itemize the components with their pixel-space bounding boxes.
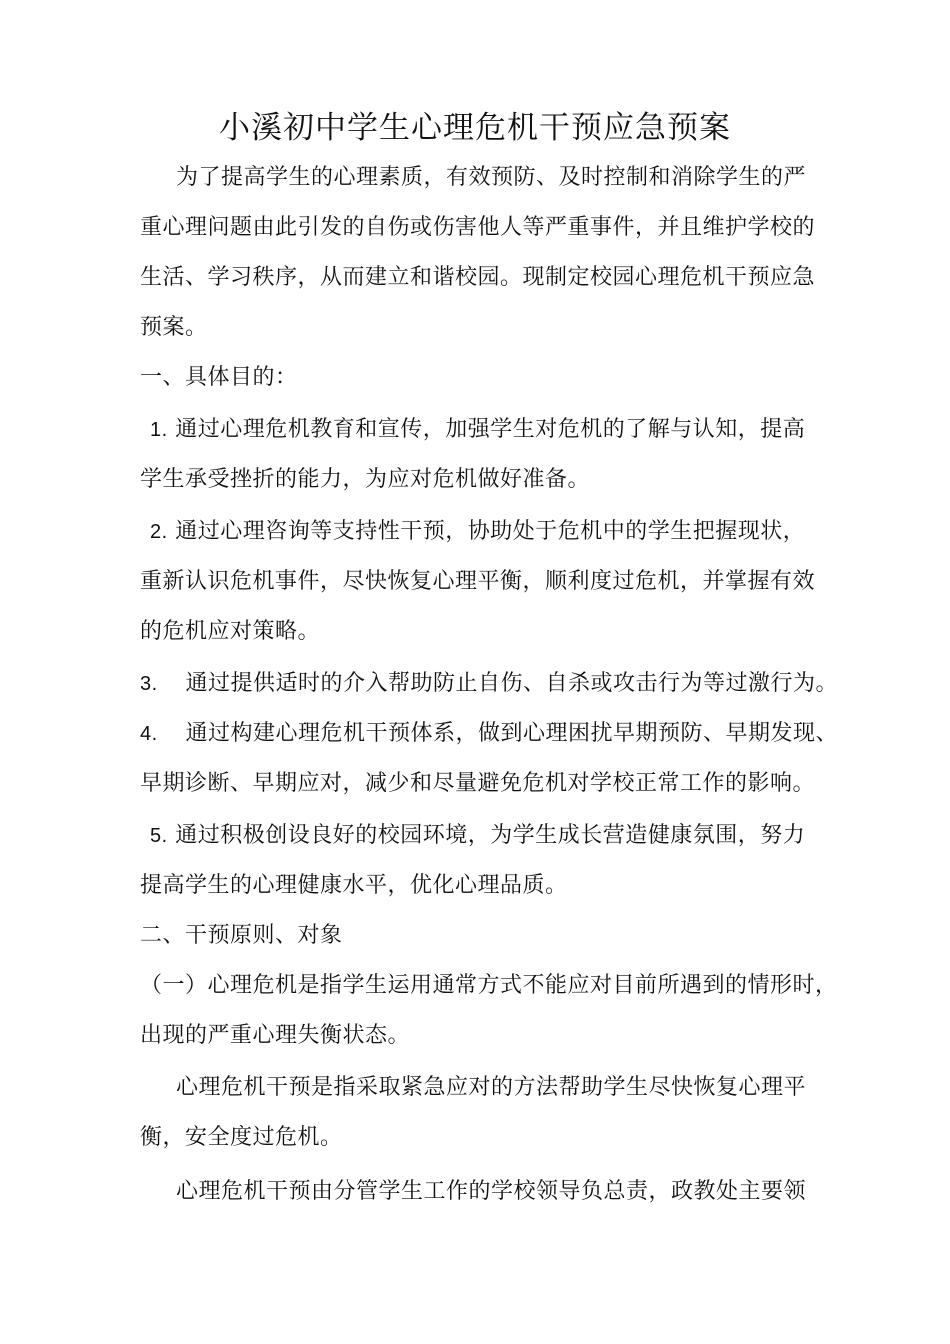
list-item-line <box>150 821 805 851</box>
list-item-line <box>150 517 805 547</box>
paragraph-line: 心理危机干预是指采取紧急应对的方法帮助学生尽快恢复心理平 <box>176 1075 807 1100</box>
list-item-text: 通过构建心理危机干预体系，做到心理困扰早期预防、早期发现、 <box>185 721 839 746</box>
paragraph-line: 重心理问题由此引发的自伤或伤害他人等严重事件，并且维护学校的 <box>140 215 816 240</box>
paragraph-line: 衡，安全度过危机。 <box>140 1125 343 1150</box>
list-item-text: 通过心理危机教育和宣传，加强学生对危机的了解与认知，提高 <box>175 417 806 442</box>
section-heading: 一、具体目的： <box>140 365 298 390</box>
paragraph-line: 出现的严重心理失衡状态。 <box>140 1023 411 1048</box>
paragraph-line: （一）心理危机是指学生运用通常方式不能应对目前所遇到的情形时， <box>140 973 838 998</box>
paragraph-line: 的危机应对策略。 <box>140 619 321 644</box>
list-item-text: 通过提供适时的介入帮助防止自伤、自杀或攻击行为等过激行为。 <box>185 671 839 696</box>
list-item-line <box>140 719 838 749</box>
paragraph-line: 预案。 <box>140 315 208 340</box>
paragraph-line: 重新认识危机事件，尽快恢复心理平衡，顺利度过危机，并掌握有效 <box>140 569 816 594</box>
list-number: 3. <box>140 673 158 695</box>
list-number: 2. <box>150 521 168 543</box>
list-item-text: 通过心理咨询等支持性干预，协助处于危机中的学生把握现状， <box>175 519 806 544</box>
section-heading: 二、干预原则、对象 <box>140 923 343 948</box>
paragraph-line: 学生承受挫折的能力，为应对危机做好准备。 <box>140 467 591 492</box>
paragraph-line: 为了提高学生的心理素质，有效预防、及时控制和消除学生的严 <box>176 165 807 190</box>
list-number: 5. <box>150 825 168 847</box>
paragraph-line: 生活、学习秩序，从而建立和谐校园。现制定校园心理危机干预应急 <box>140 265 816 290</box>
paragraph-line: 早期诊断、早期应对，减少和尽量避免危机对学校正常工作的影响。 <box>140 771 816 796</box>
paragraph-line: 提高学生的心理健康水平，优化心理品质。 <box>140 873 568 898</box>
document-title: 小溪初中学生心理危机干预应急预案 <box>219 110 731 146</box>
list-item-line <box>140 669 838 699</box>
list-number: 4. <box>140 723 158 745</box>
list-number: 1. <box>150 419 168 441</box>
list-item-text: 通过积极创设良好的校园环境，为学生成长营造健康氛围，努力 <box>175 823 806 848</box>
list-item-line <box>150 415 805 445</box>
paragraph-line: 心理危机干预由分管学生工作的学校领导负总责，政教处主要领 <box>176 1179 807 1204</box>
